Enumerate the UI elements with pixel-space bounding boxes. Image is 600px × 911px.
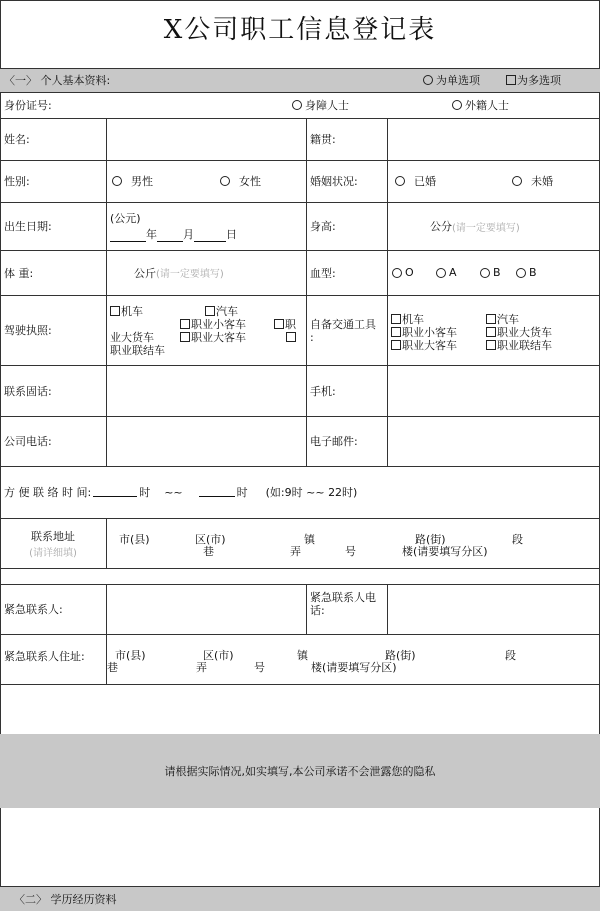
marital-single-option[interactable]: 未婚 <box>512 160 553 202</box>
blood-b-option[interactable]: B <box>480 250 501 295</box>
checkbox-icon <box>506 75 516 85</box>
phone-field[interactable] <box>107 366 305 415</box>
gender-female-option[interactable]: 女性 <box>220 160 261 202</box>
checkbox-icon[interactable] <box>180 319 190 329</box>
hometown-label: 籍贯: <box>310 133 336 146</box>
blood-ab-option[interactable]: B <box>516 250 537 295</box>
checkbox-icon[interactable] <box>391 340 401 350</box>
id-number-label: 身份证号: <box>4 99 52 112</box>
blood-o-option[interactable]: O <box>392 250 414 295</box>
license-pro-small-option[interactable]: 职业小客车 <box>180 318 246 331</box>
license-car-option[interactable]: 汽车 <box>205 305 238 318</box>
gender-label: 性别: <box>4 175 30 188</box>
vehicle-pro-link-option[interactable]: 职业联结车 <box>486 339 552 352</box>
gender-male-option[interactable]: 男性 <box>112 160 153 202</box>
vehicle-label: 自备交通工具 : <box>310 318 376 344</box>
checkbox-icon[interactable] <box>486 314 496 324</box>
license-pro-link-label: 职业联结车 <box>110 344 165 357</box>
radio-icon[interactable] <box>392 268 402 278</box>
radio-icon[interactable] <box>220 176 230 186</box>
radio-icon[interactable] <box>480 268 490 278</box>
radio-icon <box>423 75 433 85</box>
vehicle-car-option[interactable]: 汽车 <box>486 313 519 326</box>
checkbox-icon[interactable] <box>486 340 496 350</box>
vehicle-pro-bus-option[interactable]: 职业大客车 <box>391 339 457 352</box>
section-1-label: 〈一〉 个人基本资料: <box>4 74 111 87</box>
section-2-label: 〈二〉 学历经历资料 <box>14 892 117 906</box>
checkbox-icon[interactable] <box>110 306 120 316</box>
phone-label: 联系固话: <box>4 384 52 398</box>
radio-icon[interactable] <box>436 268 446 278</box>
license-label: 驾驶执照: <box>4 324 52 337</box>
office-phone-field[interactable] <box>107 417 305 465</box>
border-top <box>0 0 600 1</box>
vehicle-pro-small-option[interactable]: 职业小客车 <box>391 326 457 339</box>
checkbox-icon[interactable] <box>391 314 401 324</box>
emergency-contact-label: 紧急联系人: <box>4 603 63 616</box>
emergency-contact-field[interactable] <box>107 585 305 633</box>
contact-time-label: 方 便 联 络 时 间: <box>4 486 92 499</box>
weight-field[interactable]: 公斤 (请一定要填写) <box>134 266 224 280</box>
height-field[interactable]: 公分 (请一定要填写) <box>430 220 520 234</box>
blood-a-option[interactable]: A <box>436 250 457 295</box>
radio-icon[interactable] <box>395 176 405 186</box>
address-label: 联系地址 (请详细填) <box>29 530 77 559</box>
radio-icon[interactable] <box>112 176 122 186</box>
checkbox-icon[interactable] <box>205 306 215 316</box>
vehicle-pro-truck-option[interactable]: 职业大货车 <box>486 326 552 339</box>
emergency-phone-field[interactable] <box>388 585 598 633</box>
contact-time-row[interactable]: 方 便 联 络 时 间: 时 ~~ 时 (如:9时 ~~ 22时) <box>4 485 358 499</box>
office-phone-label: 公司电话: <box>4 435 52 448</box>
checkbox-icon[interactable] <box>286 332 296 342</box>
checkbox-icon[interactable] <box>391 327 401 337</box>
email-label: 电子邮件: <box>310 435 358 448</box>
radio-icon[interactable] <box>512 176 522 186</box>
license-pro-bus-option[interactable]: 职业大客车 <box>180 331 246 344</box>
birth-label: 出生日期: <box>4 220 52 233</box>
license-pro-truck-option[interactable]: 职 <box>274 318 296 331</box>
radio-icon[interactable] <box>292 100 302 110</box>
disabled-option[interactable]: 身障人士 <box>292 92 349 118</box>
mobile-label: 手机: <box>310 384 336 398</box>
marital-married-option[interactable]: 已婚 <box>395 160 436 202</box>
mobile-field[interactable] <box>388 366 598 415</box>
weight-label: 体 重: <box>4 266 34 280</box>
hometown-field[interactable] <box>388 119 598 159</box>
single-select-legend: 为单选项 <box>423 68 480 92</box>
checkbox-icon[interactable] <box>274 319 284 329</box>
multi-select-legend: 为多选项 <box>506 68 561 92</box>
license-pro-link-option[interactable] <box>286 331 297 344</box>
checkbox-icon[interactable] <box>486 327 496 337</box>
emergency-address-field[interactable]: 市(县) 区(市) 镇 路(街) 段 巷 弄 号 楼(请要填写分区) <box>107 649 516 674</box>
radio-icon[interactable] <box>516 268 526 278</box>
form-title: X公司职工信息登记表 <box>163 14 437 45</box>
marital-label: 婚姻状况: <box>310 175 358 188</box>
name-label: 姓名: <box>4 133 30 146</box>
height-label: 身高: <box>310 220 336 233</box>
address-field[interactable]: 市(县) 区(市) 镇 路(街) 段 巷 弄 号 楼(请要填写分区) <box>119 533 523 558</box>
radio-icon[interactable] <box>452 100 462 110</box>
birth-date-field[interactable]: 年 月 日 <box>110 226 237 242</box>
vehicle-moto-option[interactable]: 机车 <box>391 313 424 326</box>
license-pro-truck-suffix: 业大货车 <box>110 331 154 344</box>
birth-era: (公元) <box>110 212 141 225</box>
license-moto-option[interactable]: 机车 <box>110 305 143 318</box>
foreign-option[interactable]: 外籍人士 <box>452 92 509 118</box>
privacy-notice: 请根据实际情况,如实填写,本公司承诺不会泄露您的隐私 <box>164 765 436 778</box>
blood-label: 血型: <box>310 266 336 280</box>
emergency-address-label: 紧急联系人住址: <box>4 650 85 663</box>
checkbox-icon[interactable] <box>180 332 190 342</box>
name-field[interactable] <box>107 119 305 159</box>
emergency-phone-label: 紧急联系人电 话: <box>310 591 376 617</box>
email-field[interactable] <box>388 417 598 465</box>
